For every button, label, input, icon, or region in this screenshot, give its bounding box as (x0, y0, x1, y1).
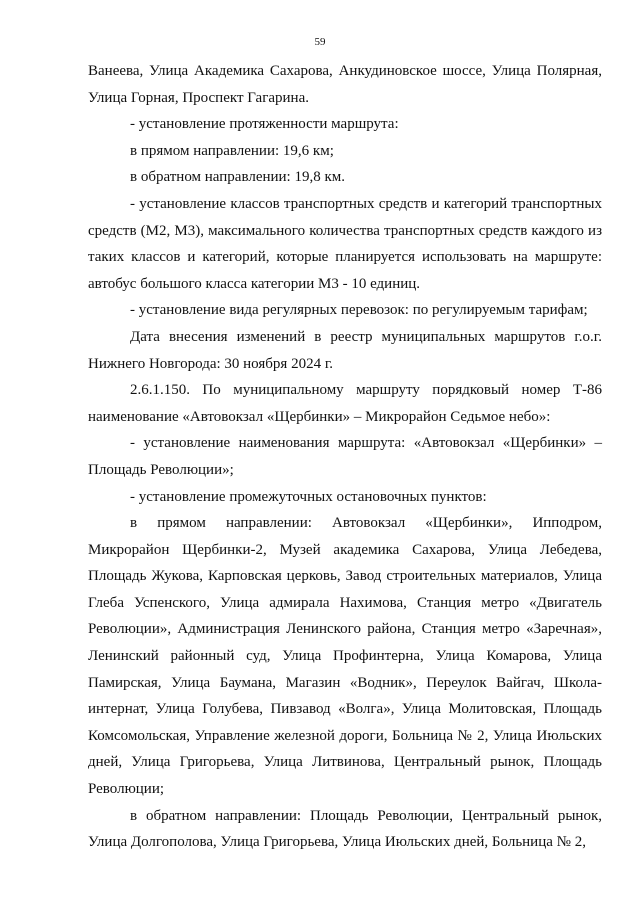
paragraph-intermediate-stops-heading: - установление промежуточных остановочных пунктов: (130, 488, 487, 505)
paragraph-registry-date: Дата внесения изменений в реестр муниципальных маршрутов г.о.г. Нижнего Новгорода: 30 ноября 2024 г. (88, 328, 602, 372)
paragraph-route-length-forward: в прямом направлении: 19,6 км; (130, 142, 334, 159)
paragraph-route-length-heading: - установление протяженности маршрута: (130, 116, 399, 133)
paragraph-vehicle-classes: - установление классов транспортных средств и категорий транспортных средств (М2, М3), максимального количества транспортных средств каждого из таких классов и категорий, которые планируется использовать на маршруте: автобус большого класса категории М3 - 10 единиц. (88, 195, 602, 292)
paragraph-route-name: - установление наименования маршрута: «Автовокзал «Щербинки» – Площадь Революции»; (88, 435, 602, 478)
paragraph-route-length-reverse: в обратном направлении: 19,8 км. (130, 169, 346, 186)
document-body (88, 58, 602, 856)
paragraph-stops-reverse: в обратном направлении: Площадь Революции, Центральный рынок, Улица Долгополова, Улица Григорьева, Улица Июльских дней, Больница № 2, (88, 807, 602, 851)
paragraph-stops-forward: в прямом направлении: Автовокзал «Щербинки», Ипподром, Микрорайон Щербинки-2, Музей академика Сахарова, Улица Лебедева, Площадь Жукова, Карповская церковь, Завод строительных материалов, Улица Глеба Успенского, Улица адмирала Нахимова, Станция метро «Двигатель Революции», Администрация Ленинского района, Станция метро «Заречная», Ленинский районный суд, Улица Профинтерна, Улица Комарова, Улица Памирская, Улица Баумана, Магазин «Водник», Переулок Вайгач, Школа-интернат, Улица Голубева, Пивзавод «Волга», Улица Молитовская, Площадь Комсомольская, Управление железной дороги, Больница № 2, Улица Июльских дней, Улица Григорьева, Улица Литвинова, Центральный рынок, Площадь Революции; (88, 515, 602, 798)
paragraph-route-stops-continued: Ванеева, Улица Академика Сахарова, Анкудиновское шоссе, Улица Полярная, Улица Горная, Проспект Гагарина. (88, 63, 602, 106)
page-number: 59 (314, 36, 326, 48)
paragraph-section-2-6-1-150: 2.6.1.150. По муниципальному маршруту порядковый номер Т-86 наименование «Автовокзал «Щербинки» – Микрорайон Седьмое небо»: (88, 382, 602, 425)
paragraph-transport-type: - установление вида регулярных перевозок: по регулируемым тарифам; (130, 302, 588, 319)
